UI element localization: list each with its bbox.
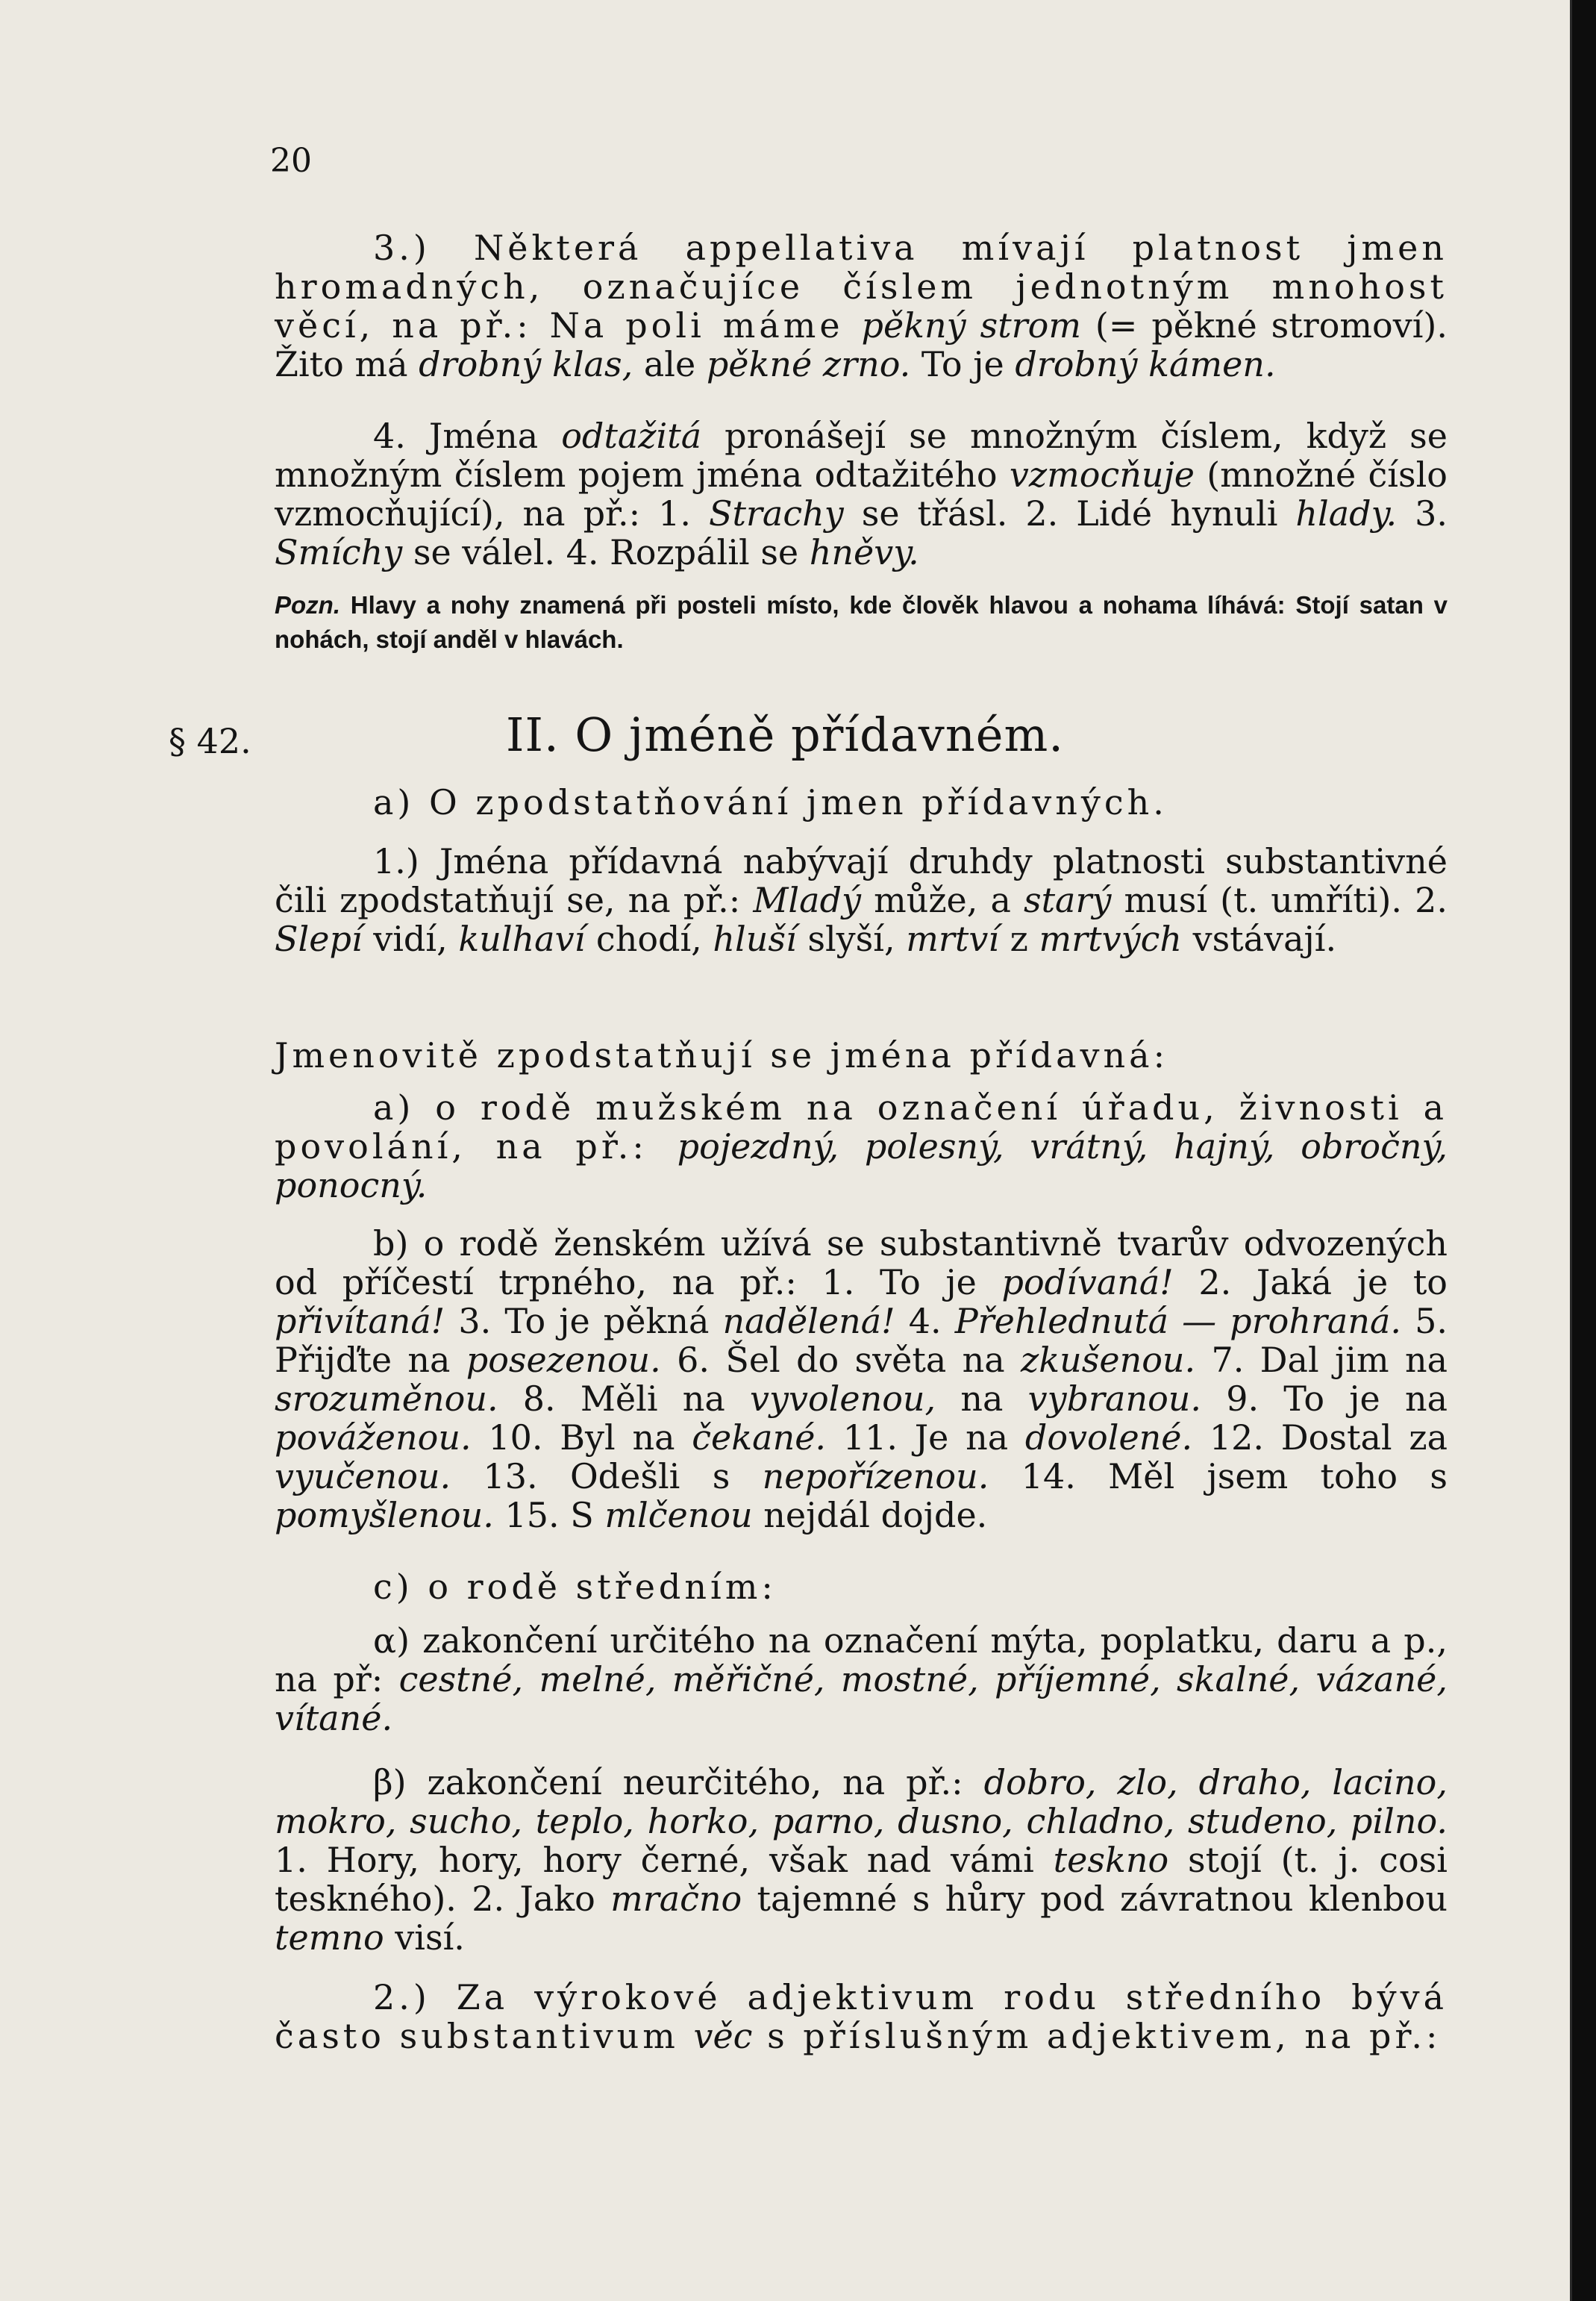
paragraph-4 [275,416,1448,572]
page-number: 20 [270,142,312,180]
emphasis: posezenou. [466,1340,661,1380]
section-heading: II. O jméně přídavném. [506,708,1064,762]
text: β) zakončení neurčitého, na př.: [373,1762,984,1802]
text: 14. Měl jsem toho s [989,1456,1448,1496]
emphasis: dovolené. [1024,1417,1193,1458]
emphasis: vyvolenou, [750,1379,936,1419]
text: a) o rodě mužském na označení úřadu, živnosti a povolání, na př.: [275,1087,1448,1167]
text: 6. Šel do světa na [660,1340,1021,1380]
jmenovite [275,1036,1448,1075]
note-label: Pozn. [275,591,340,619]
text: 2. Jaká je to [1173,1262,1448,1302]
text: musí (t. umříti). 2. [1111,880,1448,920]
paragraph-1 [275,842,1448,958]
emphasis: Slepí [275,919,363,959]
paragraph-c [275,1567,1448,1606]
subheading-text: a) O zpodstatňování jmen přídavných. [373,782,1168,822]
emphasis: teskno [1053,1840,1169,1880]
text: 9. To je na [1201,1379,1448,1419]
text: (= pěkné stromoví). Žito má [275,305,1448,384]
text: chodí, [585,919,713,959]
text: To je [910,344,1016,384]
emphasis: pováženou. [275,1417,472,1458]
text: 3. [1397,493,1448,534]
emphasis: pěkné zrno. [706,344,911,384]
emphasis: srozuměnou. [275,1379,498,1419]
text: na [936,1379,1028,1419]
emphasis: hlady. [1295,493,1398,534]
text: nejdál dojde. [752,1495,988,1535]
paragraph-c-text: c) o rodě středním: [373,1567,777,1607]
text: (množné číslo vzmocňující), na př.: 1. [275,455,1448,534]
emphasis: mrtvých [1039,919,1182,959]
note [275,588,1448,657]
text: 3. To je pěkná [445,1301,723,1341]
emphasis: drobný kámen. [1015,344,1276,384]
paragraph-beta [275,1763,1448,1957]
emphasis: zkušenou. [1021,1340,1196,1380]
emphasis: kulhaví [458,919,586,959]
text: 13. Odešli s [451,1456,763,1496]
emphasis: podívaná! [1001,1262,1174,1302]
emphasis: starý [1023,880,1112,920]
emphasis: Přehlednutá — prohraná. [954,1301,1402,1341]
emphasis: mlčenou [604,1495,753,1535]
text: 1. Hory, hory, hory černé, však nad vámi [275,1840,1054,1880]
note-text: Hlavy a nohy znamená při posteli místo, kde člověk hlavou a nohama líhává: Stojí satan v nohách, stojí anděl v hlavách. [275,591,1448,653]
emphasis: vyučenou. [275,1456,451,1496]
emphasis: drobný klas, [419,344,633,384]
emphasis: pojezdný, polesný, vrátný, hajný, obročný, ponocný. [275,1126,1448,1205]
emphasis: přivítaná! [275,1301,445,1341]
emphasis: věc [693,2016,753,2056]
text: vidí, [362,919,459,959]
emphasis: mračno [610,1879,742,1919]
text: se třásl. 2. Lidé hynuli [843,493,1296,534]
text: pronášejí se množným číslem, když se množným číslem pojem jména odtažitého [275,416,1448,495]
text: b) o rodě ženském užívá se substantivně tvarův odvozených od příčestí trpného, na př.: 1. To je [275,1223,1448,1302]
text: z [999,919,1039,959]
emphasis: hluší [713,919,797,959]
text: 12. Dostal za [1192,1417,1448,1458]
emphasis: temno [275,1917,384,1958]
emphasis: cestné, melné, měřičné, mostné, příjemné, skalné, vázané, vítané. [275,1659,1448,1738]
text: se válel. 4. Rozpálil se [402,532,810,572]
emphasis: čekané. [692,1417,827,1458]
text: 11. Je na [826,1417,1025,1458]
text: α) zakončení určitého na označení mýta, poplatku, daru a p., na př: [275,1620,1448,1699]
emphasis: Mladý [753,880,861,920]
section-number: § 42. [169,721,251,761]
text: 4. Jména [373,416,562,456]
emphasis: hněvy. [809,532,919,572]
emphasis: vzmocňuje [1009,455,1195,495]
text: 5. Přijďte na [275,1301,1448,1380]
subheading [275,782,1448,822]
text: tajemné s hůry pod závratnou klenbou [742,1879,1448,1919]
text: slyší, [796,919,907,959]
text: 10. Byl na [471,1417,692,1458]
jmenovite-text: Jmenovitě zpodstatňují se jména přídavná: [275,1035,1169,1075]
emphasis: Strachy [708,493,844,534]
paragraph-a [275,1088,1448,1205]
text: 15. S [493,1495,605,1535]
emphasis: nadělená! [722,1301,895,1341]
paragraph-alpha [275,1621,1448,1738]
emphasis: mrtví [906,919,1000,959]
text: 3.) Některá appellativa mívají platnost jmen hromadných, označujíce číslem jednotným mnohost věcí, na př.: Na poli máme [275,228,1448,346]
text: vstávají. [1181,919,1337,959]
paragraph-b [275,1224,1448,1534]
text: visí. [384,1917,465,1958]
text: 7. Dal jim na [1195,1340,1448,1380]
paragraph-2 [275,1978,1448,2055]
text: 2.) Za výrokové adjektivum rodu středního bývá často substantivum [275,1977,1448,2056]
emphasis: Smíchy [275,532,403,572]
emphasis: vybranou. [1027,1379,1202,1419]
text: 1.) Jména přídavná nabývají druhdy platnosti substantivné čili zpodstatňují se, na př.: [275,841,1448,920]
paragraph-3 [275,228,1448,384]
text: může, a [861,880,1024,920]
emphasis: pomyšlenou. [275,1495,494,1535]
emphasis: pěkný strom [861,305,1081,346]
text: 8. Měli na [498,1379,750,1419]
emphasis: nepořízenou. [762,1456,989,1496]
text: stojí (t. j. cosi teskného). 2. Jako [275,1840,1448,1919]
text: 4. [895,1301,955,1341]
text: ale [633,344,707,384]
text: s příslušným adjektivem, na př.: [752,2016,1442,2056]
emphasis: dobro, zlo, draho, lacino, mokro, sucho, teplo, horko, parno, dusno, chladno, studeno, pilno. [275,1762,1448,1841]
emphasis: odtažitá [561,416,702,456]
